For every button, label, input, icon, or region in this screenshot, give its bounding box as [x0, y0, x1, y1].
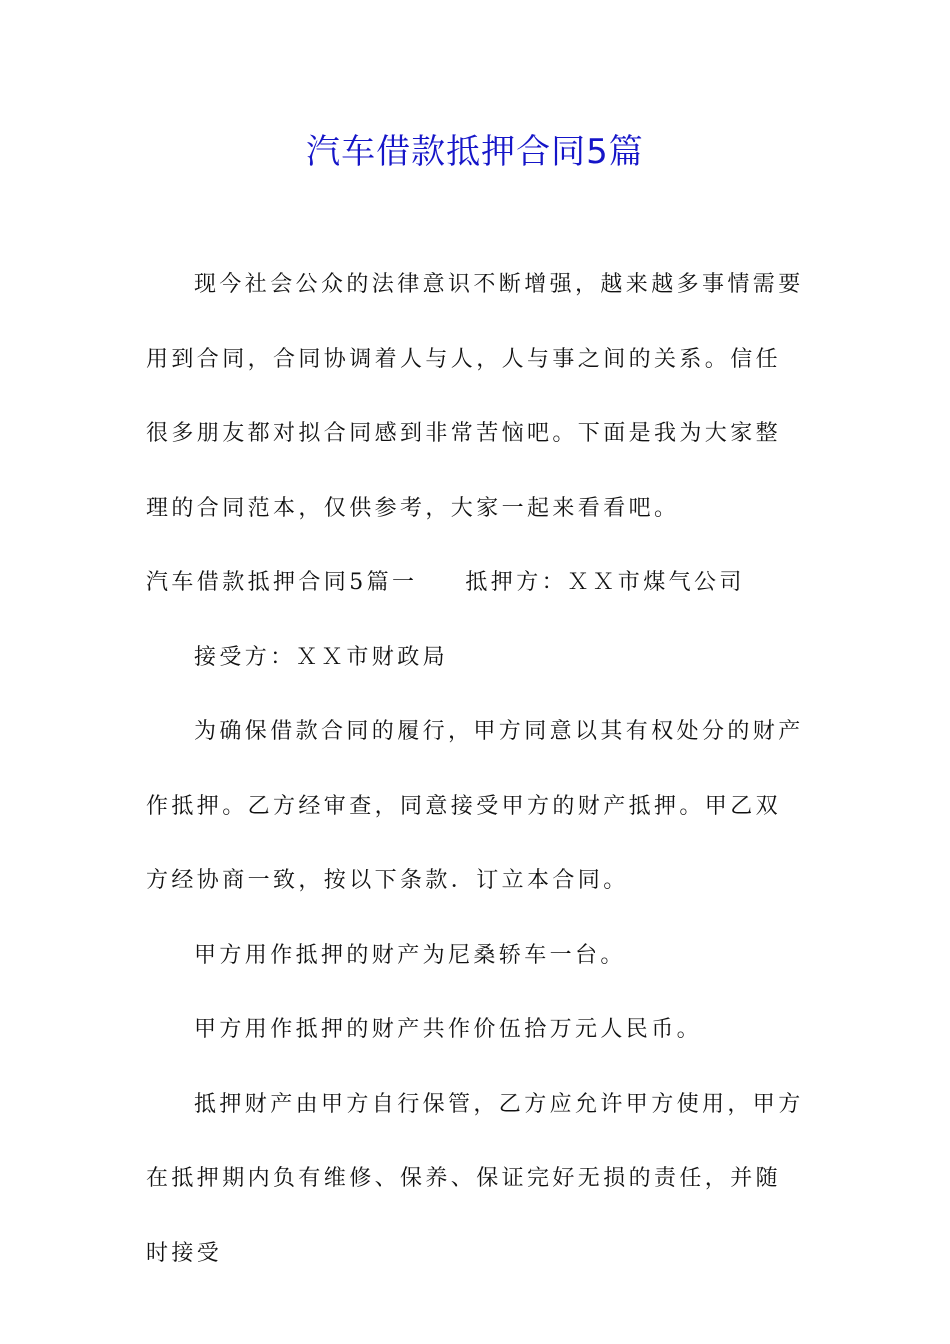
section-heading-line [146, 546, 806, 621]
paragraph-custody: 抵押财产由甲方自行保管，乙方应允许甲方使用，甲方在抵押期内负有维修、保养、保证完好无损的责任，并随时接受 [146, 1091, 804, 1266]
mortgagor-line: 抵押方：ＸＸ市煤气公司 [465, 570, 745, 595]
section-heading: 汽车借款抵押合同5篇一 [146, 570, 418, 595]
paragraph-property: 甲方用作抵押的财产为尼桑轿车一台。 [194, 942, 626, 968]
document-body [146, 248, 806, 1291]
paragraph-valuation: 甲方用作抵押的财产共作价伍拾万元人民币。 [194, 1017, 703, 1042]
intro-paragraph: 现今社会公众的法律意识不断增强，越来越多事情需要用到合同，合同协调着人与人，人与事之间的关系。信任很多朋友都对拟合同感到非常苦恼吧。下面是我为大家整理的合同范本，仅供参考，大家一起来看看吧。 [146, 272, 804, 521]
paragraph-purpose: 为确保借款合同的履行，甲方同意以其有权处分的财产作抵押。乙方经审查，同意接受甲方的财产抵押。甲乙双方经协商一致，按以下条款．订立本合同。 [146, 719, 804, 893]
mortgagee-line: 接受方：ＸＸ市财政局 [194, 644, 449, 670]
document-title: 汽车借款抵押合同5篇 [306, 132, 644, 172]
